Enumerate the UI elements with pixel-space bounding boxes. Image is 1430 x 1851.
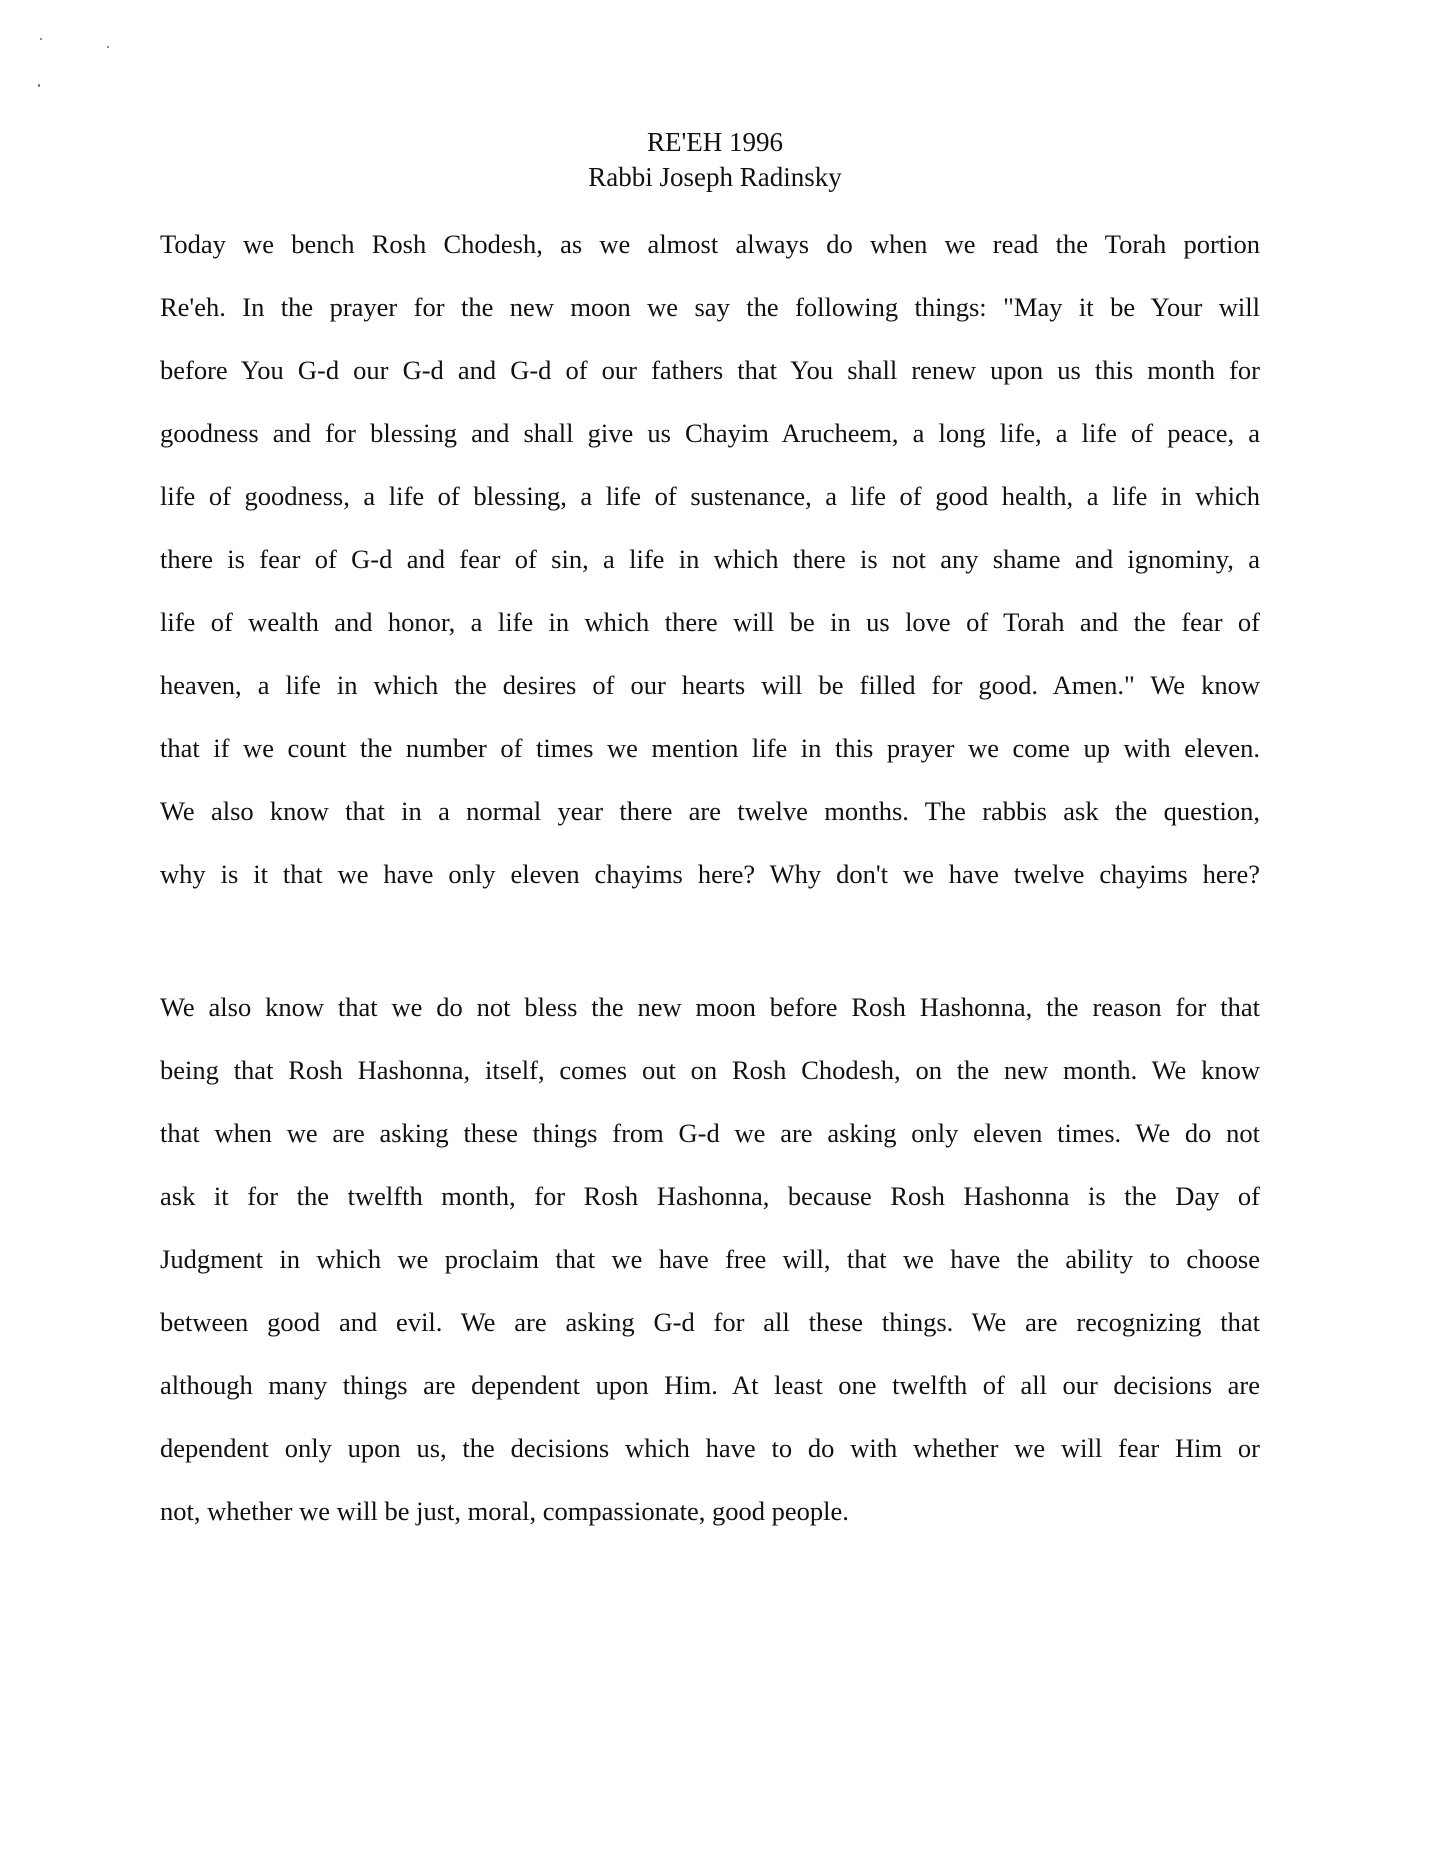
paragraph-2-line: although many things are dependent upon Him. At least one twelfth of all our decisions are — [160, 1370, 1260, 1400]
paragraph-2-line: not, whether we will be just, moral, compassionate, good people. — [160, 1496, 849, 1526]
paragraph-1-line: that if we count the number of times we mention life in this prayer we come up with eleven. — [160, 733, 1260, 763]
paragraph-1-line: We also know that in a normal year there are twelve months. The rabbis ask the question, — [160, 796, 1260, 826]
document-title: RE'EH 1996 — [646, 127, 784, 157]
paragraph-1-line: heaven, a life in which the desires of our hearts will be filled for good. Amen." We know — [160, 670, 1260, 700]
paragraph-2-line: being that Rosh Hashonna, itself, comes out on Rosh Chodesh, on the new month. We know — [160, 1055, 1260, 1085]
paragraph-1-line: why is it that we have only eleven chayims here? Why don't we have twelve chayims here? — [160, 859, 1260, 889]
paragraph-2-line: Judgment in which we proclaim that we have free will, that we have the ability to choose — [160, 1244, 1260, 1274]
paragraph-1-line: life of goodness, a life of blessing, a life of sustenance, a life of good health, a life in which — [160, 481, 1260, 511]
scan-speck — [107, 46, 109, 48]
paragraph-1-line: Re'eh. In the prayer for the new moon we say the following things: "May it be Your will — [160, 292, 1260, 322]
paragraph-2-line: that when we are asking these things from G-d we are asking only eleven times. We do not — [160, 1118, 1260, 1148]
paragraph-2-line: ask it for the twelfth month, for Rosh Hashonna, because Rosh Hashonna is the Day of — [160, 1181, 1260, 1211]
paragraph-1-line: goodness and for blessing and shall give us Chayim Arucheem, a long life, a life of peace, a — [160, 418, 1260, 448]
paragraph-2-line: We also know that we do not bless the new moon before Rosh Hashonna, the reason for that — [160, 992, 1260, 1022]
document-author: Rabbi Joseph Radinsky — [588, 162, 842, 192]
paragraph-1-line: life of wealth and honor, a life in which there will be in us love of Torah and the fear of — [160, 607, 1260, 637]
paragraph-2-line: dependent only upon us, the decisions which have to do with whether we will fear Him or — [160, 1433, 1260, 1463]
scan-speck — [38, 84, 40, 87]
paragraph-1-line: before You G-d our G-d and G-d of our fathers that You shall renew upon us this month for — [160, 355, 1260, 385]
scan-speck — [40, 38, 42, 40]
paragraph-1-line: there is fear of G-d and fear of sin, a life in which there is not any shame and ignominy, a — [160, 544, 1260, 574]
paragraph-1-line: Today we bench Rosh Chodesh, as we almost always do when we read the Torah portion — [160, 229, 1260, 259]
paragraph-2-line: between good and evil. We are asking G-d for all these things. We are recognizing that — [160, 1307, 1260, 1337]
